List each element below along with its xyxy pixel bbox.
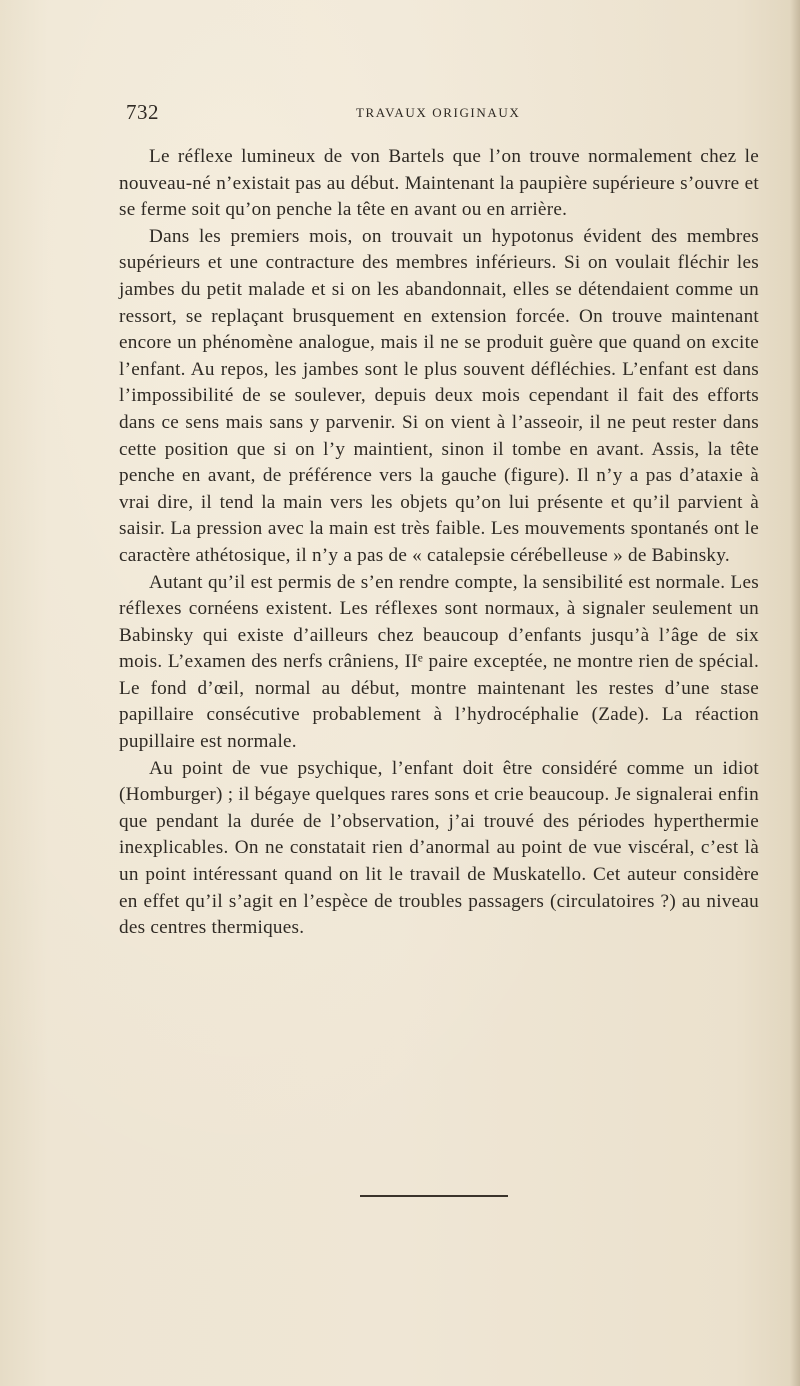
body-text [119, 144, 759, 942]
paragraph: Dans les premiers mois, on trouvait un hypotonus évident des membres supérieurs et une contracture des membres inférieurs. Si on voulait fléchir les jambes du petit malade et si on les abandonnait, elles se détendaient comme un ressort, se replaçant brusquement en extension forcée. On trouve maintenant encore un phénomène analogue, mais il ne se produit guère que quand on excite l’enfant. Au repos, les jambes sont le plus souvent défléchies. L’enfant est dans l’impossibilité de se soulever, depuis deux mois cependant il fait des efforts dans ce sens mais sans y parvenir. Si on vient à l’asseoir, il ne peut rester dans cette position que si on l’y maintient, sinon il tombe en avant. Assis, la tête penche en avant, de préférence vers la gauche (figure). Il n’y a pas d’ataxie à vrai dire, il tend la main vers les objets qu’on lui présente et qu’il parvient à saisir. La pression avec la main est très faible. Les mouvements spontanés ont le caractère athétosique, il n’y a pas de « catalepsie cérébelleuse » de Babinsky. [119, 225, 759, 566]
running-head: TRAVAUX ORIGINAUX [356, 105, 521, 120]
section-end-rule [360, 1195, 508, 1197]
paragraph: Au point de vue psychique, l’enfant doit être considéré comme un idiot (Homburger) ; il bégaye quelques rares sons et crie beaucoup. Je signalerai enfin que pendant la durée de l’observation, j’ai trouvé des périodes hyperthermie inexplicables. On ne constatait rien d’anormal au point de vue viscéral, c’est là un point intéressant quand on lit le travail de Muskatello. Cet auteur considère en effet qu’il s’agit en l’espèce de troubles passagers (circulatoires ?) au niveau des centres thermiques. [119, 757, 759, 939]
page-edge-shadow [790, 0, 800, 1386]
page-number: 732 [126, 100, 159, 124]
page-header [126, 100, 756, 130]
paragraph: Le réflexe lumineux de von Bartels que l’on trouve normalement chez le nouveau-né n’existait pas au début. Maintenant la paupière supérieure s’ouvre et se ferme soit qu’on penche la tête en avant ou en arrière. [119, 146, 759, 221]
paragraph: Autant qu’il est permis de s’en rendre compte, la sensibilité est normale. Les réflexes cornéens existent. Les réflexes sont normaux, à signaler seulement un Babinsky qui existe d’ailleurs chez beaucoup d’enfants jusqu’à l’âge de six mois. L’examen des nerfs crâniens, IIᵉ paire exceptée, ne montre rien de spécial. Le fond d’œil, normal au début, montre maintenant les restes d’une stase papillaire consécutive probablement à l’hydrocéphalie (Zade). La réaction pupillaire est normale. [119, 571, 759, 753]
